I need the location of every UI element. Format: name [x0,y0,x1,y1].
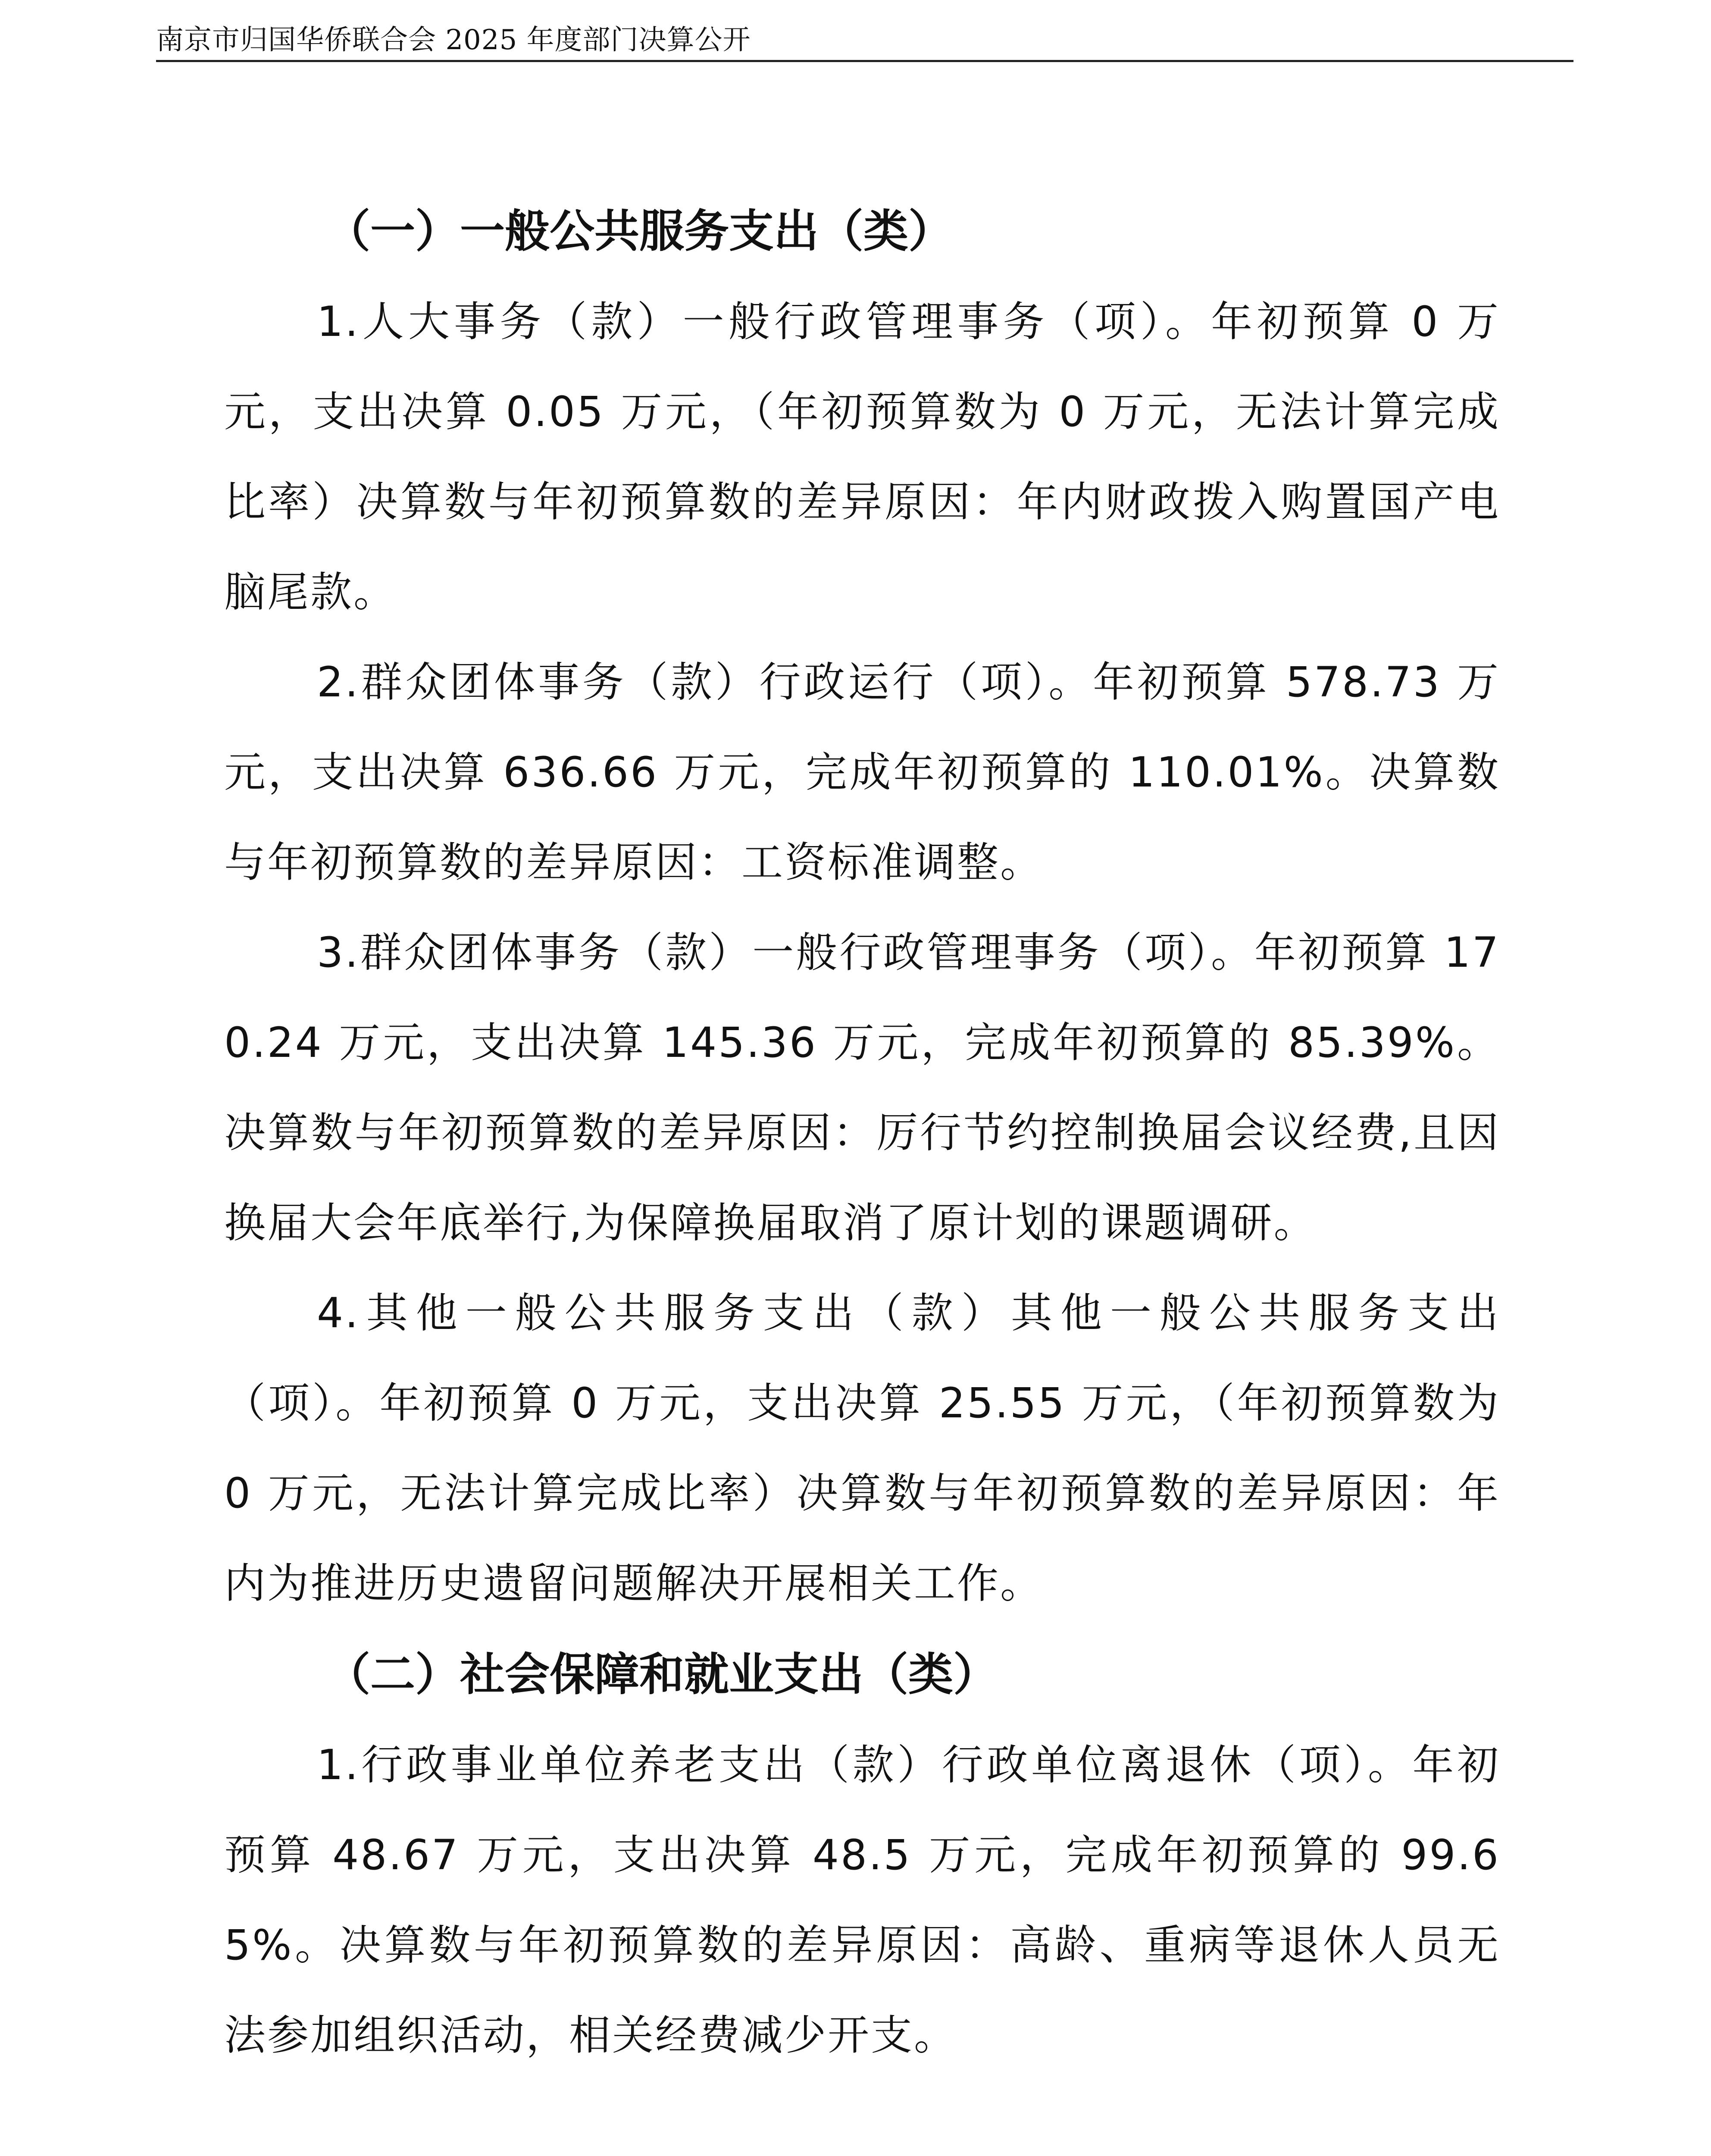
section-heading-social-security-employment: （二）社会保障和就业支出（类） [325,1648,998,1701]
page-header [156,16,1573,62]
document-title: 南京市归国华侨联合会 2025 年度部门决算公开 [156,24,751,56]
paragraph-retirement-expenditure: 1.行政事业单位养老支出（款）行政单位离退休（项）。年初预算 48.67 万元，支出决算 48.5 万元，完成年初预算的 99.65%。决算数与年初预算数的差异原因：高龄、重病等退休人员无法参加组织活动，相关经费减少开支。 [224,1741,1500,2059]
paragraph-people-congress-affairs: 1.人大事务（款）一般行政管理事务（项）。年初预算 0 万元，支出决算 0.05 万元，（年初预算数为 0 万元，无法计算完成比率）决算数与年初预算数的差异原因：年内财政拨入购置国产电脑尾款。 [224,298,1500,616]
document-body [224,185,1500,2081]
paragraph-mass-organization-operation: 2.群众团体事务（款）行政运行（项）。年初预算 578.73 万元，支出决算 636.66 万元，完成年初预算的 110.01%。决算数与年初预算数的差异原因：工资标准调整。 [224,658,1500,887]
paragraph-mass-organization-admin-affairs: 3.群众团体事务（款）一般行政管理事务（项）。年初预算 170.24 万元，支出决算 145.36 万元，完成年初预算的 85.39%。决算数与年初预算数的差异原因：厉行节约控制换届会议经费,且因换届大会年底举行,为保障换届取消了原计划的课题调研。 [224,928,1500,1247]
section-heading-general-public-services: （一）一般公共服务支出（类） [325,205,954,257]
paragraph-other-public-services: 4.其他一般公共服务支出（款）其他一般公共服务支出（项）。年初预算 0 万元，支出决算 25.55 万元，（年初预算数为 0 万元，无法计算完成比率）决算数与年初预算数的差异原因：年内为推进历史遗留问题解决开展相关工作。 [224,1289,1500,1608]
